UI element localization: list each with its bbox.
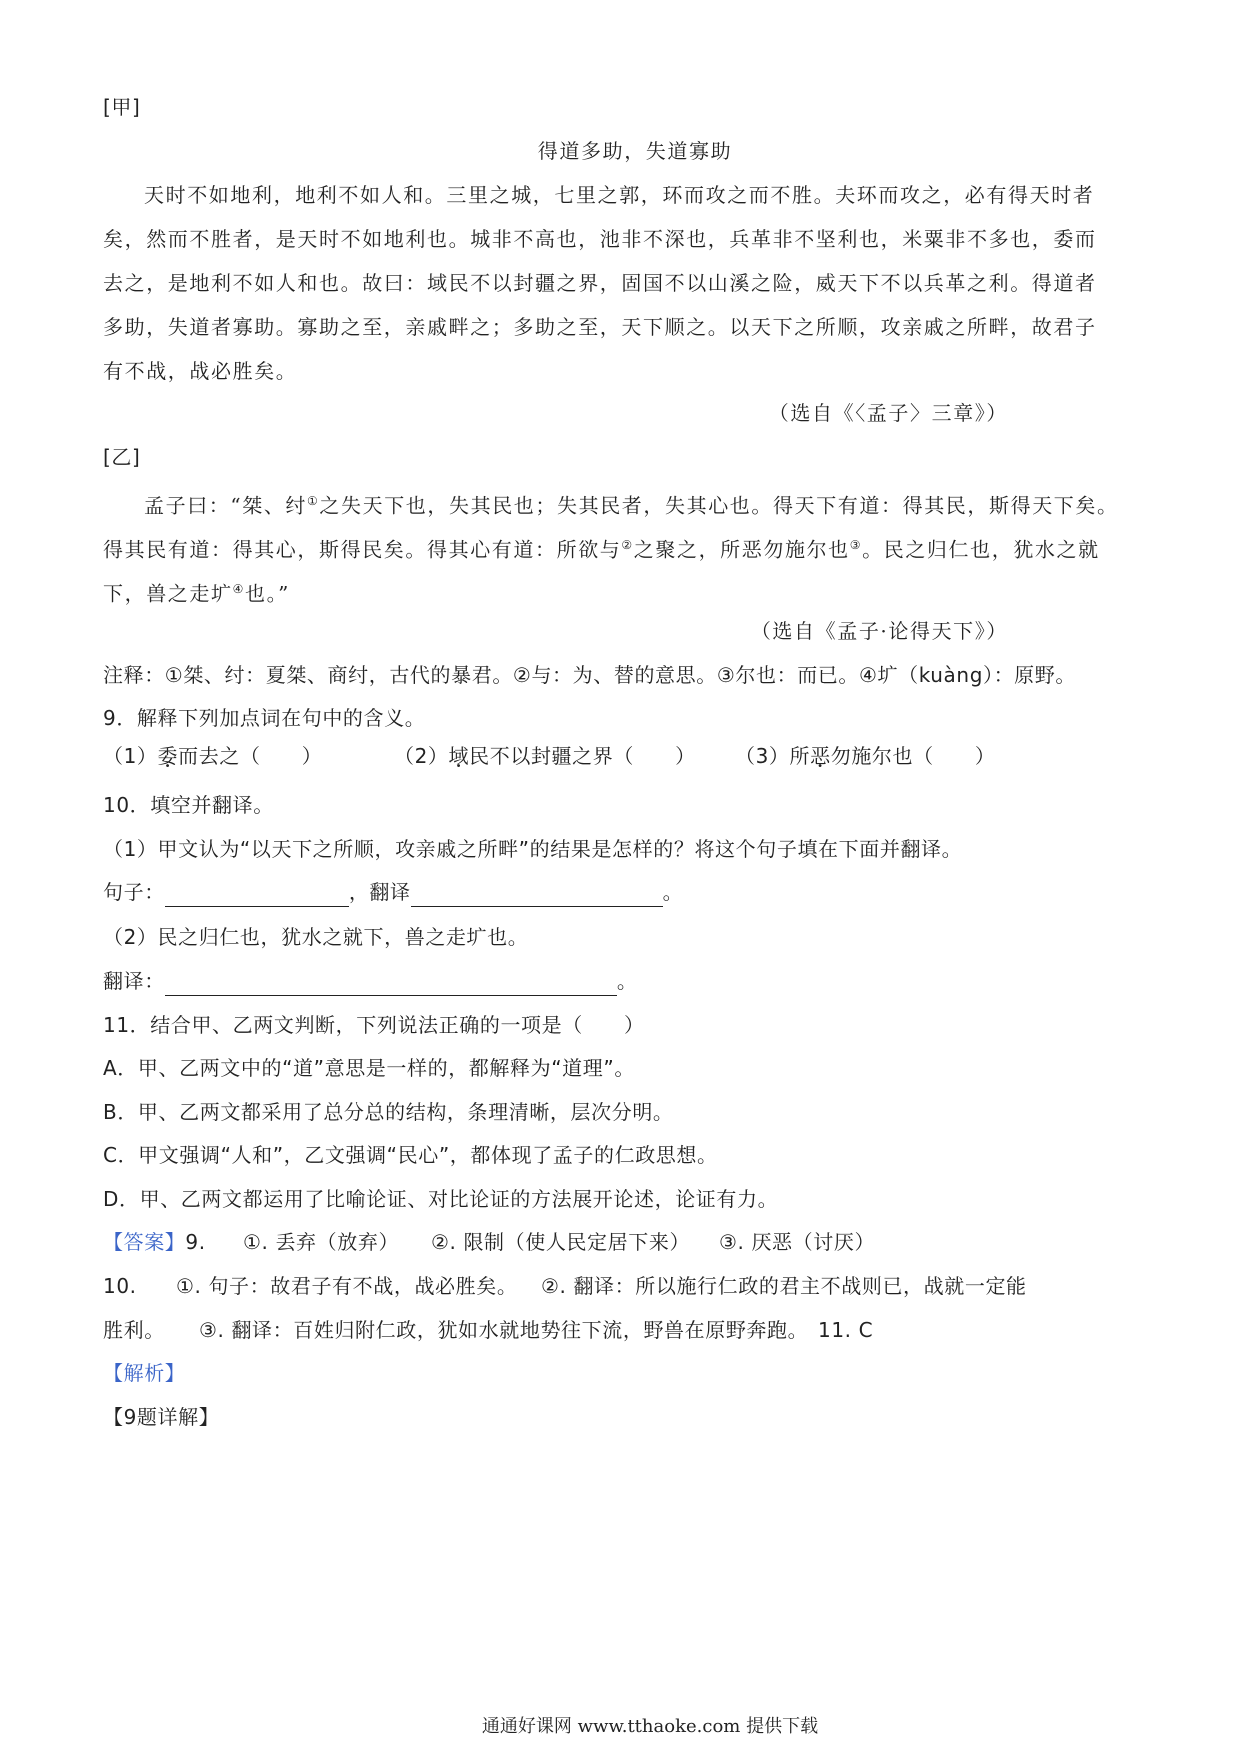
q11-stem: 11．结合甲、乙两文判断，下列说法正确的一项是（ ）	[103, 1013, 645, 1037]
q10-sentence-row: 句子： ，翻译 。	[103, 877, 683, 907]
answer-9-2: ②. 限制（使人民定居下来）	[431, 1230, 691, 1254]
answer-10-2-cont: 胜利。	[103, 1318, 165, 1342]
answer-row-9: 【答案】9.	[103, 1230, 206, 1254]
section-marker-jia: [甲]	[103, 95, 141, 119]
q10-translation-row: 翻译： 。	[103, 966, 637, 996]
q9-item-3: （3）所恶勿施尔也（ ）	[735, 744, 996, 768]
answer-9-1: ①. 丢弃（放弃）	[243, 1230, 400, 1254]
yi-line-1: 孟子曰：“桀、纣①之失天下也，失其民也；失其民者，失其心也。得天下有道：得其民，斯得天下矣。	[144, 493, 1119, 518]
answer-10-num: 10.	[103, 1274, 137, 1298]
answer-9-3: ③. 厌恶（讨厌）	[719, 1230, 876, 1254]
passage-title: 得道多助，失道寡助	[537, 139, 733, 163]
sentence-blank[interactable]	[165, 884, 349, 907]
section-marker-yi: [乙]	[103, 445, 141, 469]
q11-option-d: D．甲、乙两文都运用了比喻论证、对比论证的方法展开论述，论证有力。	[103, 1187, 779, 1211]
answer-11: 11. C	[818, 1318, 874, 1342]
yi-line-2: 得其民有道：得其心，斯得民矣。得其心有道：所欲与②之聚之，所恶勿施尔也③。民之归仁也，犹水之就	[103, 537, 1100, 562]
q10-stem: 10．填空并翻译。	[103, 793, 274, 817]
translation-blank-1[interactable]	[411, 884, 663, 907]
answer-10-1: ①. 句子：故君子有不战，战必胜矣。	[176, 1274, 518, 1298]
answer-tag: 【答案】	[103, 1230, 186, 1254]
q11-option-a: A．甲、乙两文中的“道”意思是一样的，都解释为“道理”。	[103, 1056, 635, 1080]
notes: 注释：①桀、纣：夏桀、商纣，古代的暴君。②与：为、替的意思。③尔也：而已。④圹（kuàng）：原野。	[103, 663, 1076, 687]
q9-stem: 9．解释下列加点词在句中的含义。	[103, 706, 426, 730]
q10-sub-1: （1）甲文认为“以天下之所顺，攻亲戚之所畔”的结果是怎样的？将这个句子填在下面并翻译。	[103, 837, 963, 861]
q10-sub-2: （2）民之归仁也，犹水之就下，兽之走圹也。	[103, 925, 529, 949]
jia-line-1: 天时不如地利，地利不如人和。三里之城，七里之郭，环而攻之而不胜。夫环而攻之，必有得天时者	[144, 183, 1095, 207]
jia-line-3: 去之，是地利不如人和也。故曰：域民不以封疆之界，固国不以山溪之险，威天下不以兵革之利。得道者	[103, 271, 1097, 295]
detail-tag: 【9题详解】	[103, 1405, 220, 1429]
jia-source: （选自《〈孟子〉三章》）	[768, 401, 1008, 425]
answer-10-3: ③. 翻译：百姓归附仁政，犹如水就地势往下流，野兽在原野奔跑。	[199, 1318, 809, 1342]
answer-10-2: ②. 翻译：所以施行仁政的君主不战则已，战就一定能	[541, 1274, 1027, 1298]
analysis-tag: 【解析】	[103, 1361, 186, 1385]
jia-line-2: 矣，然而不胜者，是天时不如地利也。城非不高也，池非不深也，兵革非不坚利也，米粟非不多也，委而	[103, 227, 1097, 251]
q9-item-1: （1）委而去之（ ）	[103, 744, 323, 768]
yi-source: （选自《孟子·论得天下》）	[750, 619, 1008, 643]
jia-line-5: 有不战，战必胜矣。	[103, 359, 298, 383]
q11-option-c: C．甲文强调“人和”，乙文强调“民心”，都体现了孟子的仁政思想。	[103, 1143, 718, 1167]
q9-item-2: （2）域民不以封疆之界（ ）	[394, 744, 696, 768]
footer-credit: 通通好课网 www.tthaoke.com 提供下载	[481, 1716, 819, 1737]
translation-blank-2[interactable]	[165, 973, 617, 996]
yi-line-3: 下，兽之走圹④也。”	[103, 581, 290, 606]
q11-option-b: B．甲、乙两文都采用了总分总的结构，条理清晰，层次分明。	[103, 1100, 674, 1124]
jia-line-4: 多助，失道者寡助。寡助之至，亲戚畔之；多助之至，天下顺之。以天下之所顺，攻亲戚之所畔，故君子	[103, 315, 1097, 339]
